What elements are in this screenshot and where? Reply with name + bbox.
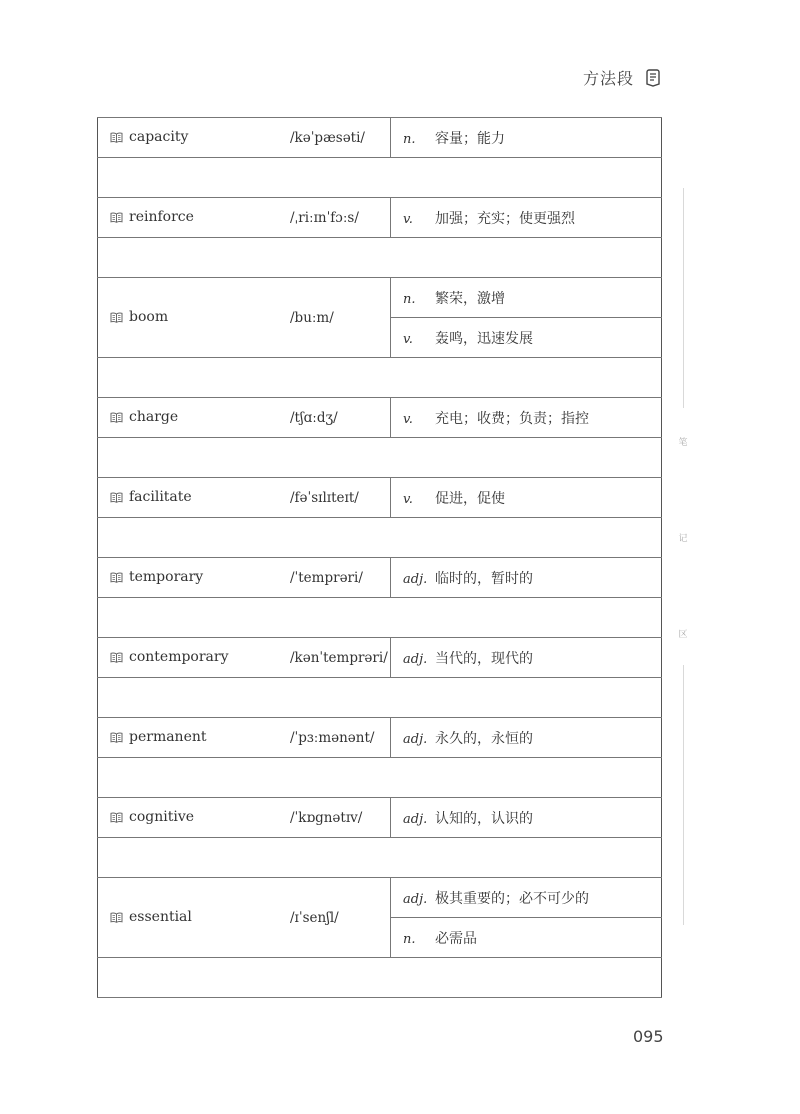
definition-cell: [391, 198, 662, 238]
phonetic-cell: [290, 478, 391, 518]
word-cell: [98, 478, 291, 518]
phonetic-text: /tʃɑːdʒ/: [290, 409, 338, 426]
word-text: capacity: [129, 128, 189, 145]
section-title: 方法段: [582, 69, 634, 88]
note-space: [98, 358, 662, 398]
part-of-speech: adj.: [403, 651, 428, 667]
meaning-text: 永久的，永恒的: [435, 730, 533, 747]
definition-cell: [391, 478, 662, 518]
meaning-text: 临时的，暂时的: [435, 570, 533, 587]
definition-cell: [391, 398, 662, 438]
part-of-speech: n.: [403, 931, 416, 947]
meaning-text: 促进，促使: [435, 490, 505, 507]
vocab-row: [98, 718, 662, 758]
book-icon: [110, 211, 123, 227]
vocab-row: [98, 878, 662, 918]
note-space: [98, 678, 662, 718]
book-icon: [110, 571, 123, 587]
word-text: cognitive: [129, 808, 195, 825]
word-cell: [98, 118, 291, 158]
sidebar-label-char: 记: [678, 534, 688, 544]
part-of-speech: adj.: [403, 891, 428, 907]
part-of-speech: v.: [403, 331, 413, 347]
sidebar-divider-top: [683, 188, 684, 408]
part-of-speech: v.: [403, 211, 413, 227]
book-icon: [110, 811, 123, 827]
part-of-speech: adj.: [403, 731, 428, 747]
page-number: 095: [633, 1027, 664, 1046]
part-of-speech: v.: [403, 411, 413, 427]
note-space: [98, 958, 662, 998]
meaning-text: 认知的，认识的: [435, 810, 533, 827]
book-icon: [110, 311, 123, 327]
note-row: [98, 838, 662, 878]
vocab-row: [98, 278, 662, 318]
part-of-speech: adj.: [403, 571, 428, 587]
vocab-row: [98, 118, 662, 158]
word-cell: [98, 198, 291, 238]
part-of-speech: v.: [403, 491, 413, 507]
bookmark-icon: [646, 69, 660, 87]
phonetic-cell: [290, 558, 391, 598]
word-text: temporary: [129, 568, 204, 585]
note-space: [98, 438, 662, 478]
word-cell: [98, 798, 291, 838]
note-space: [98, 158, 662, 198]
book-icon: [110, 491, 123, 507]
phonetic-cell: [290, 118, 391, 158]
word-text: reinforce: [129, 208, 194, 225]
sidebar-divider-bottom: [683, 665, 684, 925]
note-row: [98, 678, 662, 718]
vocab-row: [98, 398, 662, 438]
meaning-text: 极其重要的；必不可少的: [435, 890, 589, 907]
word-cell: [98, 878, 291, 958]
phonetic-cell: [290, 878, 391, 958]
phonetic-cell: [290, 798, 391, 838]
book-icon: [110, 911, 123, 927]
note-row: [98, 438, 662, 478]
definition-cell: [391, 638, 662, 678]
phonetic-cell: [290, 278, 391, 358]
phonetic-cell: [290, 398, 391, 438]
word-text: boom: [129, 308, 169, 325]
book-icon: [110, 651, 123, 667]
book-icon: [110, 731, 123, 747]
phonetic-cell: [290, 198, 391, 238]
phonetic-text: /ˈpɜːmənənt/: [290, 729, 375, 746]
vocab-row: [98, 638, 662, 678]
note-space: [98, 518, 662, 558]
note-row: [98, 958, 662, 998]
phonetic-text: /ɪˈsenʃl/: [290, 909, 339, 926]
part-of-speech: n.: [403, 131, 416, 147]
word-cell: [98, 278, 291, 358]
meaning-text: 容量；能力: [435, 130, 505, 147]
note-row: [98, 158, 662, 198]
note-row: [98, 238, 662, 278]
meaning-text: 繁荣，激增: [435, 290, 505, 307]
definition-cell: [391, 798, 662, 838]
word-cell: [98, 398, 291, 438]
note-row: [98, 758, 662, 798]
word-cell: [98, 558, 291, 598]
page-header: [583, 66, 660, 89]
note-row: [98, 518, 662, 558]
meaning-text: 必需品: [435, 930, 477, 947]
definition-cell: [391, 918, 662, 958]
sidebar-label-char: 笔: [678, 438, 688, 448]
definition-cell: [391, 318, 662, 358]
note-row: [98, 358, 662, 398]
definition-cell: [391, 118, 662, 158]
part-of-speech: adj.: [403, 811, 428, 827]
definition-cell: [391, 278, 662, 318]
phonetic-text: /ˌriːɪnˈfɔːs/: [290, 209, 359, 226]
phonetic-text: /fəˈsɪlɪteɪt/: [290, 489, 359, 506]
word-text: permanent: [129, 728, 207, 745]
note-space: [98, 598, 662, 638]
word-text: essential: [129, 908, 192, 925]
meaning-text: 加强；充实；使更强烈: [435, 210, 575, 227]
definition-cell: [391, 878, 662, 918]
definition-cell: [391, 558, 662, 598]
meaning-text: 充电；收费；负责；指控: [435, 410, 589, 427]
word-text: contemporary: [129, 648, 229, 665]
meaning-text: 当代的，现代的: [435, 650, 533, 667]
note-space: [98, 838, 662, 878]
meaning-text: 轰鸣，迅速发展: [435, 330, 533, 347]
phonetic-text: /ˈkɒgnətɪv/: [290, 809, 363, 826]
vocab-row: [98, 198, 662, 238]
book-icon: [110, 131, 123, 147]
note-space: [98, 238, 662, 278]
note-space: [98, 758, 662, 798]
phonetic-text: /kənˈtemprəri/: [290, 649, 388, 666]
word-text: charge: [129, 408, 179, 425]
vocab-row: [98, 478, 662, 518]
word-text: facilitate: [129, 488, 192, 505]
phonetic-text: /ˈtemprəri/: [290, 569, 363, 586]
vocabulary-table: [97, 117, 662, 998]
vocab-row: [98, 558, 662, 598]
phonetic-cell: [290, 638, 391, 678]
note-row: [98, 598, 662, 638]
phonetic-text: /buːm/: [290, 309, 334, 326]
phonetic-text: /kəˈpæsəti/: [290, 129, 365, 146]
definition-cell: [391, 718, 662, 758]
sidebar-label-char: 区: [678, 630, 688, 640]
part-of-speech: n.: [403, 291, 416, 307]
book-icon: [110, 411, 123, 427]
word-cell: [98, 718, 291, 758]
vocab-row: [98, 798, 662, 838]
word-cell: [98, 638, 291, 678]
phonetic-cell: [290, 718, 391, 758]
